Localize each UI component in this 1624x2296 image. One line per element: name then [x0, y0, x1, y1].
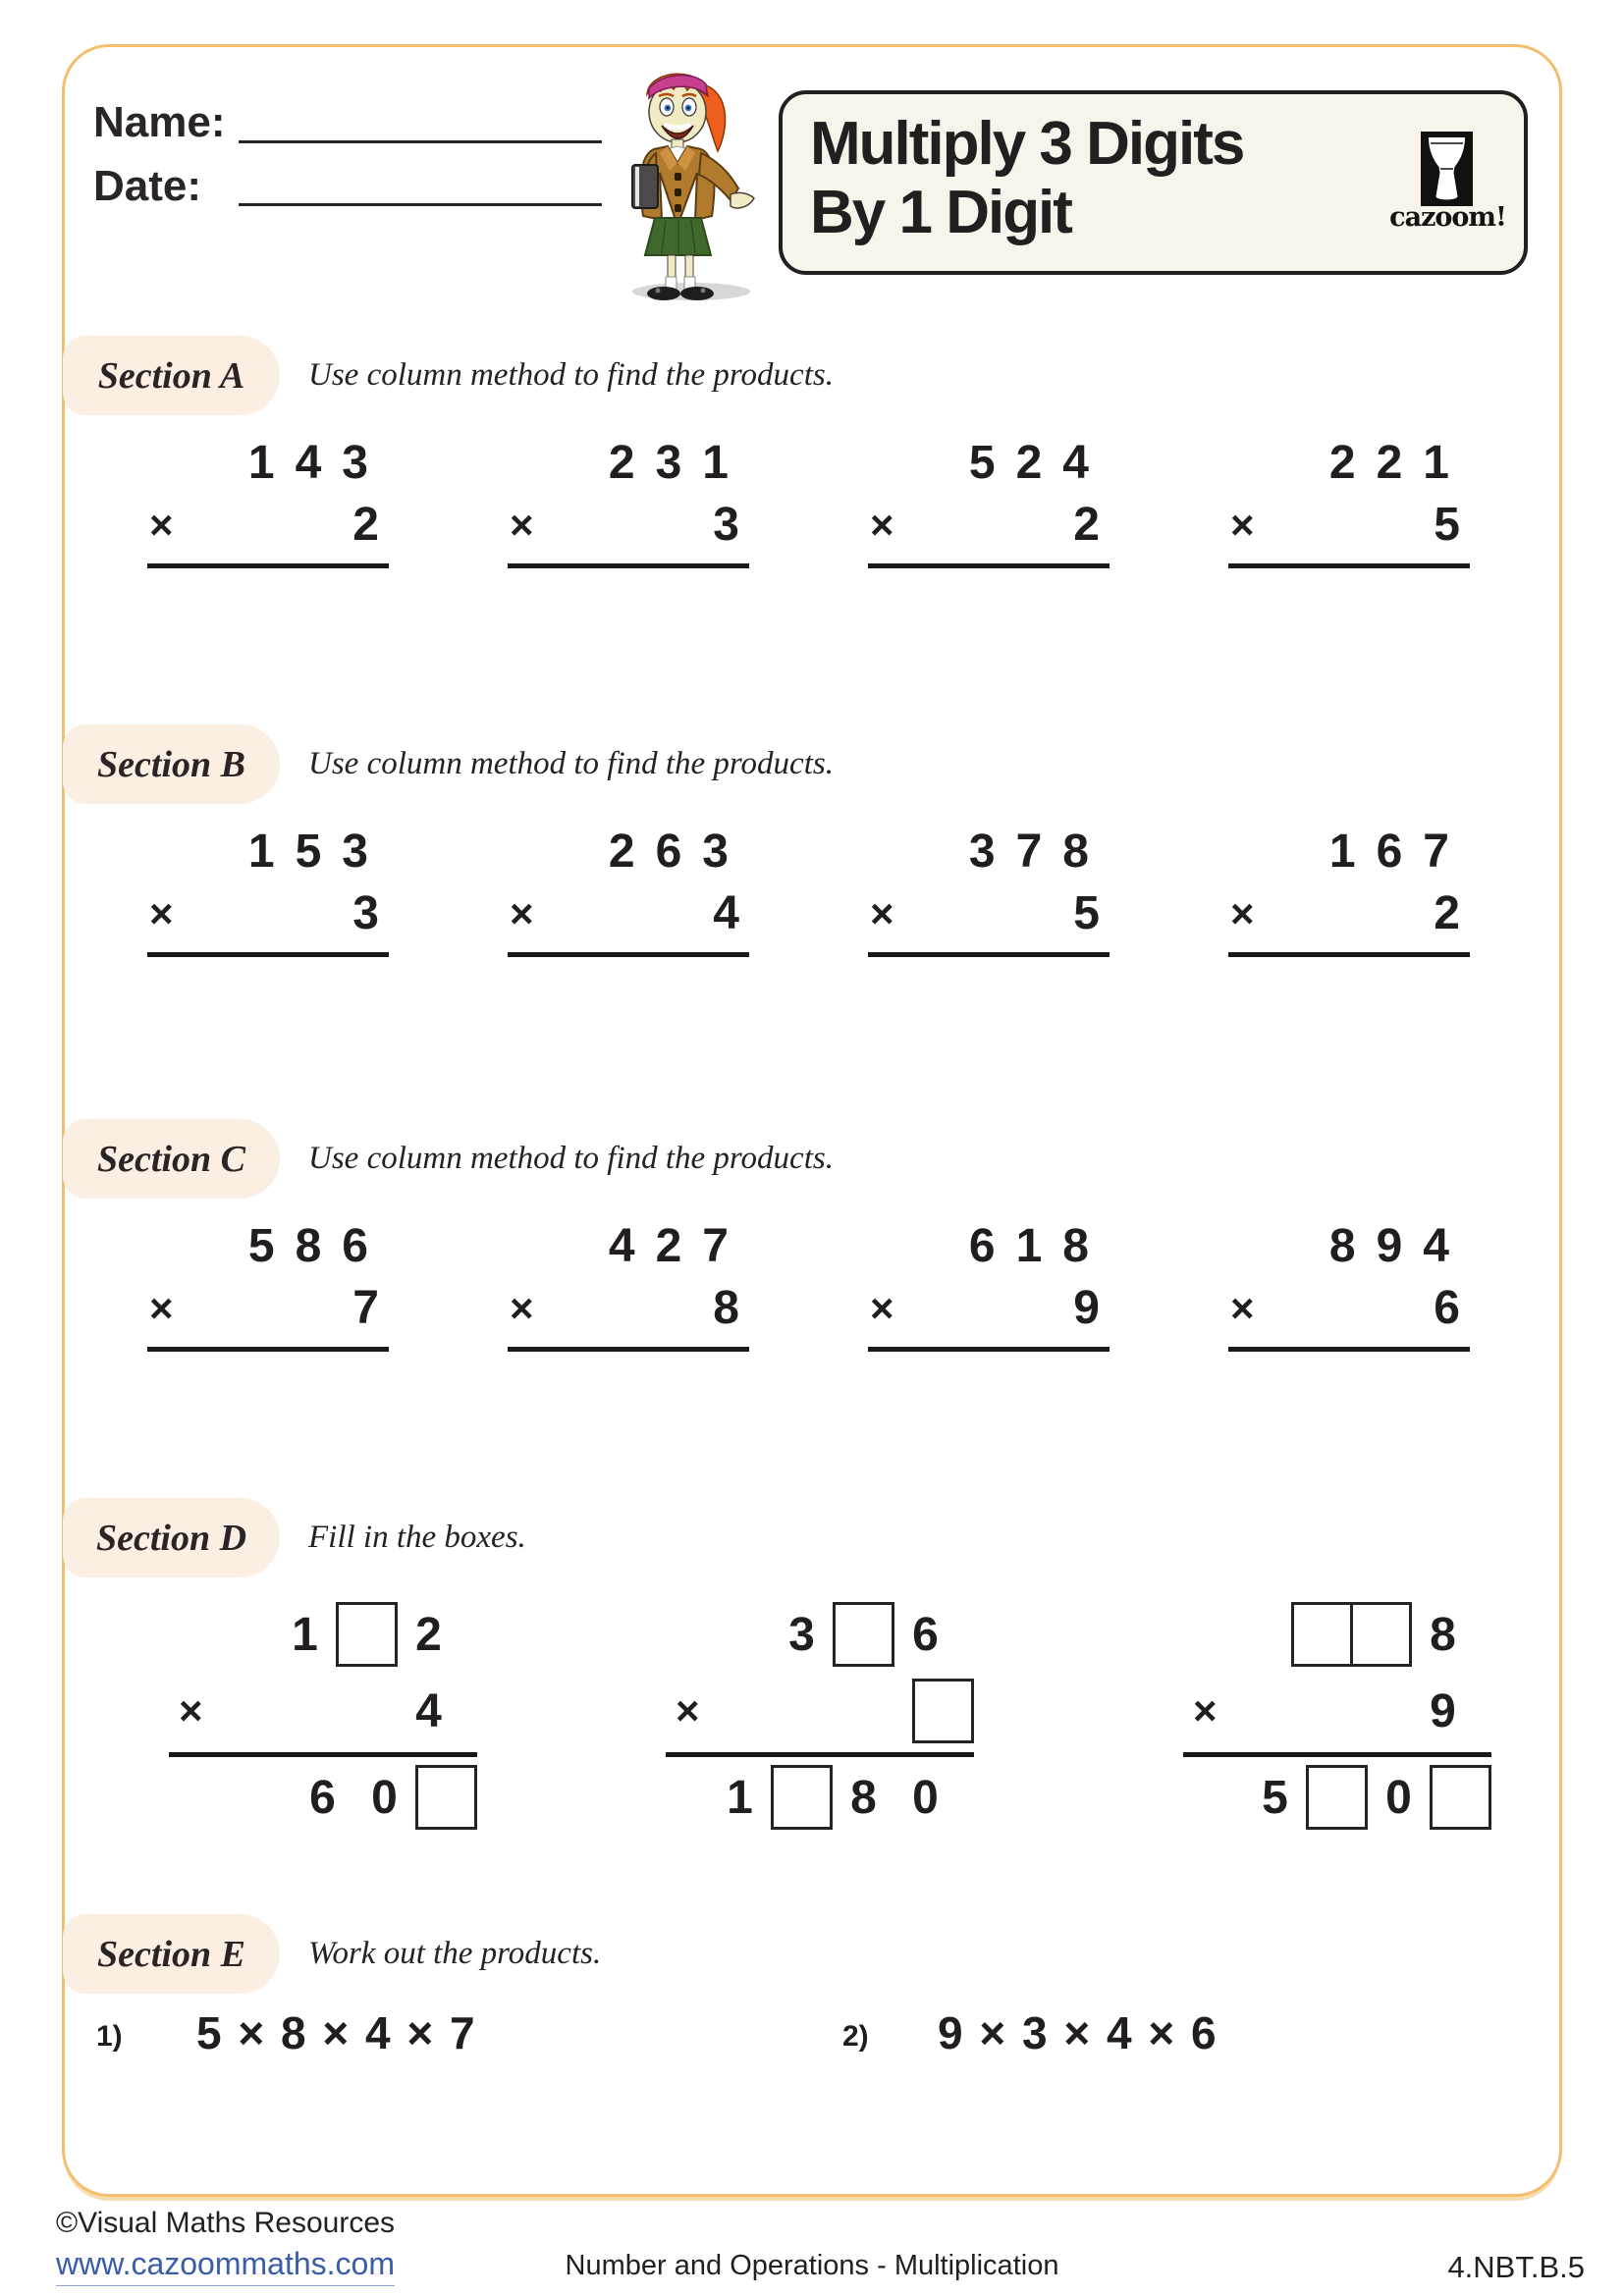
answer-line [868, 952, 1110, 957]
multiplicand: 167 [1328, 826, 1470, 878]
multiplier: 6 [1434, 1282, 1460, 1334]
section-d-instruction: Fill in the boxes. [308, 1520, 526, 1555]
section-b-pill: Section B [63, 724, 280, 804]
column-problem [147, 437, 389, 568]
missing-digit-box[interactable] [1306, 1765, 1368, 1830]
digit: 8 [850, 1771, 877, 1824]
multiplicand: 221 [1328, 437, 1470, 489]
digit: 2 [415, 1608, 442, 1661]
times-sign: × [149, 890, 174, 936]
standard-code: 4.NBT.B.5 [1447, 2250, 1585, 2284]
answer-line [666, 1752, 974, 1757]
digit: 5 [1262, 1771, 1288, 1824]
digit: 3 [788, 1608, 815, 1661]
multiplier: 5 [1073, 887, 1100, 939]
times-sign: × [676, 1687, 700, 1734]
multiplier-digit: 9 [1430, 1684, 1456, 1737]
section-e-pill: Section E [63, 1914, 280, 1994]
digit: 6 [309, 1771, 336, 1824]
answer-line [169, 1752, 477, 1757]
section-d-pill: Section D [63, 1498, 280, 1577]
multiplier: 3 [352, 887, 379, 939]
multiplicand: 427 [608, 1220, 749, 1272]
missing-digit-box[interactable] [1430, 1765, 1491, 1830]
times-sign: × [1193, 1687, 1218, 1734]
digit: 6 [912, 1608, 939, 1661]
multiplier: 8 [713, 1282, 739, 1334]
answer-line [147, 952, 389, 957]
multiplier: 2 [352, 499, 379, 551]
cazoom-drum-logo [1421, 132, 1473, 206]
digit: 1 [727, 1771, 753, 1824]
times-sign: × [179, 1687, 203, 1734]
multiplier: 4 [713, 887, 739, 939]
problem-number: 1) [96, 2020, 123, 2053]
missing-digit-box[interactable] [336, 1602, 398, 1667]
digit: 8 [1430, 1608, 1456, 1661]
date-input-line[interactable] [239, 203, 602, 206]
answer-line [508, 952, 749, 957]
times-sign: × [510, 1285, 534, 1331]
multiplicand: 618 [968, 1220, 1110, 1272]
column-problem [1228, 828, 1470, 957]
section-c-instruction: Use column method to find the products. [308, 1141, 834, 1176]
multiplicand: 586 [247, 1220, 389, 1272]
digit: 0 [1385, 1771, 1412, 1824]
title-line-1: Multiply 3 Digits [810, 110, 1244, 178]
fill-in-problem [666, 1596, 974, 1837]
answer-line [1228, 1347, 1470, 1352]
answer-line [1228, 952, 1470, 957]
date-label: Date: [93, 162, 202, 210]
cazoom-logo-text: cazoom! [1389, 202, 1506, 233]
multiplicand: 263 [608, 826, 749, 878]
times-sign: × [1230, 1285, 1255, 1331]
times-sign: × [510, 890, 534, 936]
times-sign: × [870, 890, 894, 936]
multiplier: 2 [1073, 499, 1100, 551]
column-problem [508, 828, 749, 957]
multiplicand: 143 [247, 437, 389, 489]
digit: 1 [292, 1608, 318, 1661]
answer-line [1183, 1752, 1491, 1757]
multiplicand: 378 [968, 826, 1110, 878]
multiplier-digit: 4 [415, 1684, 442, 1737]
teacher-character-illustration [601, 51, 778, 301]
column-problem [508, 437, 749, 568]
fill-in-problem [169, 1596, 477, 1837]
times-sign: × [149, 502, 174, 548]
missing-digit-box[interactable] [771, 1765, 833, 1830]
website-link[interactable]: www.cazoommaths.com [56, 2246, 395, 2286]
problem-number: 2) [842, 2020, 869, 2053]
digit: 0 [371, 1771, 398, 1824]
multiplicand: 894 [1328, 1220, 1470, 1272]
multiplier: 2 [1434, 887, 1460, 939]
product-expression: 5 × 8 × 4 × 7 [196, 2007, 477, 2058]
multiplier: 7 [352, 1282, 379, 1334]
answer-line [508, 1347, 749, 1352]
times-sign: × [870, 1285, 894, 1331]
name-input-line[interactable] [239, 140, 602, 143]
times-sign: × [1230, 890, 1255, 936]
multiplier: 3 [713, 499, 739, 551]
missing-digit-box[interactable] [1350, 1602, 1412, 1667]
section-e-instruction: Work out the products. [308, 1936, 602, 1971]
multiplicand: 231 [608, 437, 749, 489]
answer-line [508, 563, 749, 568]
times-sign: × [149, 1285, 174, 1331]
worksheet-title [810, 110, 1243, 247]
column-problem [868, 1220, 1110, 1352]
section-b-instruction: Use column method to find the products. [308, 746, 834, 781]
answer-line [147, 1347, 389, 1352]
answer-line [1228, 563, 1470, 568]
answer-line [147, 563, 389, 568]
fill-in-problem [1183, 1596, 1491, 1837]
name-label: Name: [93, 98, 226, 146]
copyright-text: ©Visual Maths Resources [56, 2207, 396, 2239]
times-sign: × [870, 502, 894, 548]
column-problem [868, 437, 1110, 568]
missing-multiplier-box[interactable] [912, 1679, 974, 1743]
column-problem [508, 1220, 749, 1352]
column-problem [147, 828, 389, 957]
missing-digit-box[interactable] [1291, 1602, 1353, 1667]
title-line-2: By 1 Digit [810, 179, 1071, 246]
column-problem [868, 828, 1110, 957]
column-problem [1228, 1220, 1470, 1352]
times-sign: × [510, 502, 534, 548]
footer-topic: Number and Operations - Multiplication [565, 2250, 1059, 2281]
answer-line [868, 563, 1110, 568]
digit: 0 [912, 1771, 939, 1824]
section-a-pill: Section A [63, 336, 280, 415]
multiplicand: 153 [247, 826, 389, 878]
section-c-pill: Section C [63, 1119, 280, 1199]
multiplier: 9 [1073, 1282, 1100, 1334]
column-problem [147, 1220, 389, 1352]
column-problem [1228, 437, 1470, 568]
multiplicand: 524 [968, 437, 1110, 489]
section-a-instruction: Use column method to find the products. [308, 357, 834, 393]
answer-line [868, 1347, 1110, 1352]
missing-digit-box[interactable] [415, 1765, 477, 1830]
missing-digit-box[interactable] [833, 1602, 894, 1667]
product-expression: 9 × 3 × 4 × 6 [938, 2007, 1218, 2058]
times-sign: × [1230, 502, 1255, 548]
multiplier: 5 [1434, 499, 1460, 551]
